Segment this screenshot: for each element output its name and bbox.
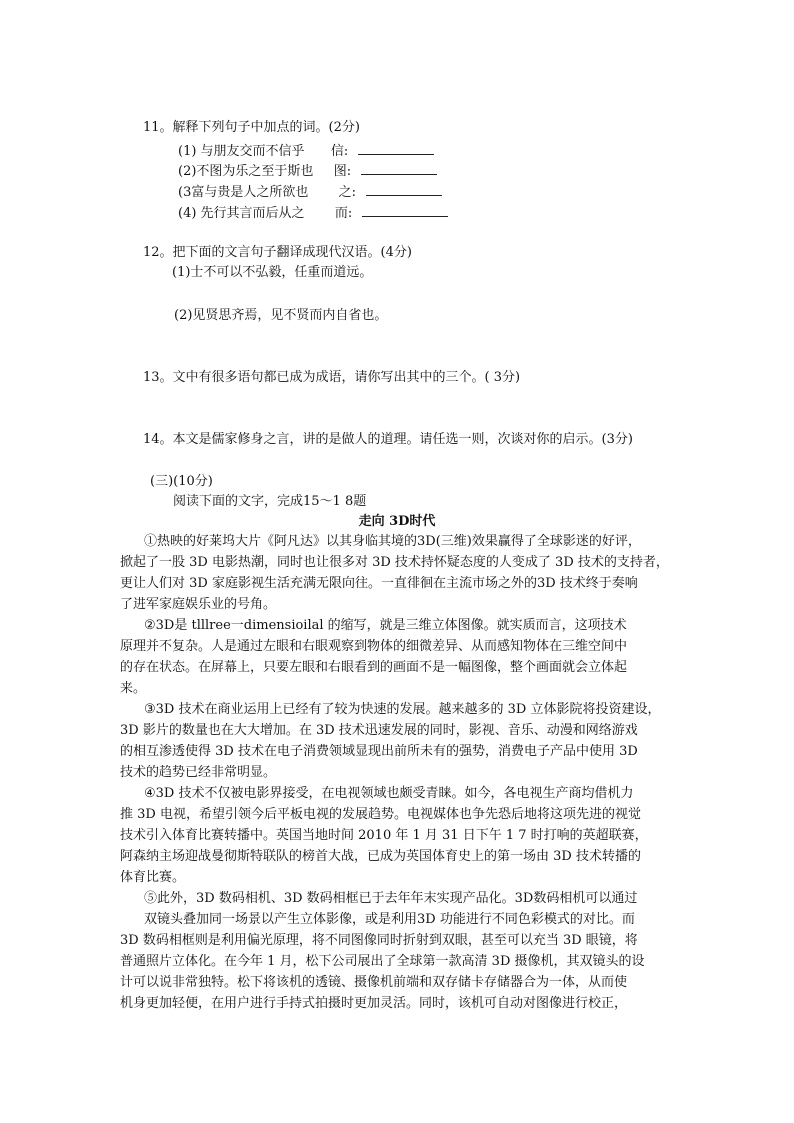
paragraph-5-line: 机身更加轻便，在用户进行手持式拍摄时更加灵活。同时，该机可自动对图像进行校正， (120, 996, 628, 1011)
item-word: 信: (330, 144, 349, 159)
item-sentence: (3富与贵是人之所欲也 (178, 185, 309, 200)
section-3-instruction: 阅读下面的文字，完成15～1 8题 (173, 494, 367, 509)
answer-blank[interactable] (358, 141, 434, 155)
paragraph-4-line: 阿森纳主场迎战曼彻斯特联队的榜首大战，已成为英国体育史上的第一场由 3D 技术转播的 (120, 849, 641, 864)
item-sentence: (4) 先行其言而后从之 (178, 206, 305, 221)
answer-blank[interactable] (362, 203, 448, 217)
question-12-sentence-1: (1)士不可以不弘毅，任重而道远。 (172, 265, 373, 280)
paragraph-3-line: 的相互渗透使得 3D 技术在电子消费领域显现出前所未有的强势，消费电子产品中使用 3D (120, 744, 638, 759)
paragraph-5-line: 计可以说非常独特。松下将该机的透镜、摄像机前端和双存储卡存储器合为一体，从而使 (120, 975, 628, 990)
paragraph-3-line: ③3D 技术在商业运用上已经有了较为快速的发展。越来越多的 3D 立体影院将投资建设， (144, 702, 661, 717)
article-title: 走向 3D时代 (358, 514, 436, 529)
paragraph-1-line: ①热映的好莱坞大片《阿凡达》以其身临其境的3D(三维)效果赢得了全球影迷的好评， (144, 534, 641, 549)
paragraph-1-line: 掀起了一股 3D 电影热潮，同时也让很多对 3D 技术持怀疑态度的人变成了 3D 技术的支持者， (120, 555, 669, 570)
paragraph-4-line: 体育比赛。 (120, 870, 186, 885)
paragraph-5-line: 普通照片立体化。在今年 1 月，松下公司展出了全球第一款高清 3D 摄像机，其双镜头的设 (120, 954, 645, 969)
answer-blank[interactable] (366, 182, 442, 196)
paragraph-4-line: ④3D 技术不仅被电影界接受，在电视领域也颇受青睐。如今，各电视生产商均借机力 (144, 786, 634, 801)
item-word: 而: (334, 206, 353, 221)
section-3-header: (三)(10分) (150, 474, 213, 489)
paragraph-4-line: 技术引入体育比赛转播中。英国当地时间 2010 年 1 月 31 日下午 1 7 时打响的英超联赛， (120, 828, 648, 843)
question-11-stem: 11。解释下列句子中加点的词。(2分) (143, 120, 360, 135)
question-11-item-1 (178, 141, 434, 160)
paragraph-2-line: 来。 (120, 681, 147, 696)
paragraph-3-line: 3D 影片的数量也在大大增加。在 3D 技术迅速发展的同时，影视、音乐、动漫和网络游戏 (120, 723, 638, 738)
question-14-stem: 14。本文是儒家修身之言，讲的是做人的道理。请任选一则，次谈对你的启示。(3分) (143, 432, 633, 447)
paragraph-2-line: 原理并不复杂。人是通过左眼和右眼观察到物体的细微差异、从而感知物体在三维空间中 (120, 639, 628, 654)
question-11-item-4 (178, 203, 448, 222)
question-12-sentence-2: (2)见贤思齐焉，见不贤而内自省也。 (174, 308, 388, 323)
paragraph-5-line: 双镜头叠加同一场景以产生立体影像，或是利用3D 功能进行不同色彩模式的对比。而 (144, 912, 635, 927)
item-sentence: (2)不图为乐之至于斯也 (178, 164, 314, 179)
paragraph-2-line: ②3D是 tlllree一dimensioilal 的缩写，就是三维立体图像。就实质而言，这项技术 (144, 618, 627, 633)
paragraph-4-line: 推 3D 电视，希望引领今后平板电视的发展趋势。电视媒体也争先恐后地将这项先进的视觉 (120, 807, 641, 822)
question-13-stem: 13。文中有很多语句都已成为成语，请你写出其中的三个。( 3分) (143, 370, 521, 385)
item-word: 之: (338, 185, 357, 200)
paragraph-2-line: 的存在状态。在屏幕上，只要左眼和右眼看到的画面不是一幅图像，整个画面就会立体起 (120, 660, 628, 675)
paragraph-1-line: 了进军家庭娱乐业的号角。 (120, 597, 277, 612)
question-12-stem: 12。把下面的文言句子翻译成现代汉语。(4分) (143, 245, 412, 260)
paragraph-3-line: 技术的趋势已经非常明显。 (120, 765, 277, 780)
item-word: 图: (333, 164, 352, 179)
paragraph-1-line: 更让人们对 3D 家庭影视生活充满无限向往。一直徘徊在主流市场之外的3D 技术终于奏响 (120, 576, 638, 591)
question-11-item-2 (178, 161, 437, 180)
answer-blank[interactable] (361, 161, 437, 175)
paragraph-5-line: 3D 数码相框则是利用偏光原理，将不同图像同时折射到双眼，甚至可以充当 3D 眼镜，将 (120, 933, 638, 948)
paragraph-5-line: ⑤此外，3D 数码相机、3D 数码相框已于去年年末实现产品化。3D数码相机可以通过 (144, 891, 638, 906)
question-11-item-3 (178, 182, 442, 201)
item-sentence: (1) 与朋友交而不信乎 (178, 144, 305, 159)
